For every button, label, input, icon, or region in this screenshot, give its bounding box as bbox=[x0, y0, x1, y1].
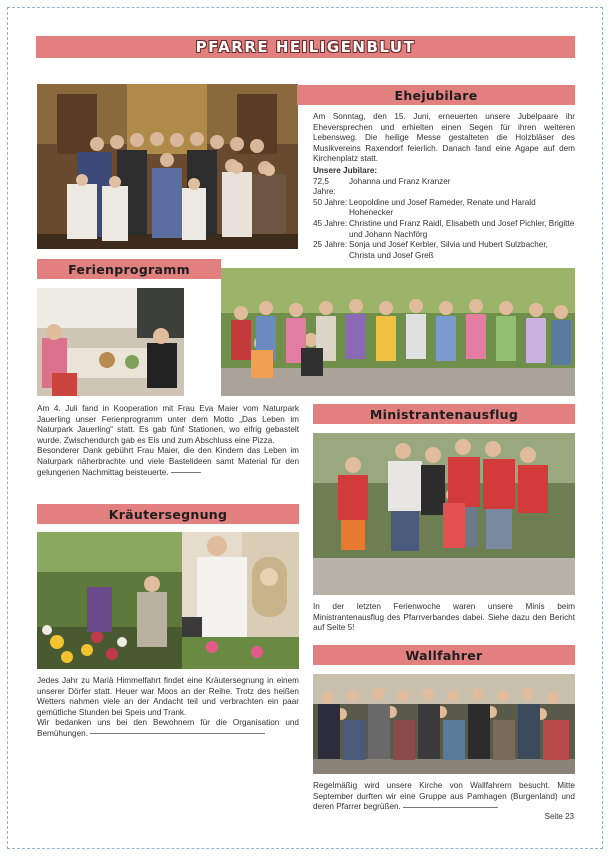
ministranten-text bbox=[313, 602, 575, 634]
jubilare-list-title: Unsere Jubilare: bbox=[313, 165, 378, 175]
ehejubilare-photo bbox=[37, 84, 298, 249]
ehejubilare-header bbox=[297, 85, 575, 105]
ferienprogramm-header bbox=[37, 259, 221, 279]
jubilare-years: 25 Jahre: bbox=[313, 240, 348, 250]
end-rule bbox=[171, 472, 201, 473]
wallfahrer-header bbox=[313, 645, 575, 665]
jubilare-names: Johanna und Franz Kranzer bbox=[349, 176, 451, 186]
end-rule bbox=[90, 733, 265, 734]
ehejubilare-intro: Am Sonntag, den 15. Juni, erneuerten unsere Jubelpaare ihr Eheversprechen und erhielten einen Segen für ihren weiteren Lebensweg. Die heilige Messe gestalteten die Holzbläser des Musikvereins Raxendorf feierlich. Danach fand eine Agape auf dem Kirchenplatz statt. bbox=[313, 112, 575, 164]
page-number: Seite 23 bbox=[544, 812, 574, 821]
kraeutersegnung-photo-herbs bbox=[37, 532, 182, 669]
jubilare-row bbox=[313, 198, 575, 219]
ferienprogramm-paragraph-1: Am 4. Juli fand in Kooperation mit Frau Eva Maier vom Naturpark Jauerling unser Ferienprogramm unter dem Motto „Das Leben im Naturpark Jauerling“ statt. Es gab fünf Stationen, wo eifrig gebastelt wurde. Zwischendurch gab es Eis und zum Abschluss eine Pizza. bbox=[37, 404, 299, 445]
ferienprogramm-photo-crafts bbox=[37, 288, 184, 396]
jubilare-row bbox=[313, 240, 575, 261]
ferienprogramm-paragraph-2-text: Besonderer Dank gebührt Frau Maier, die den Kindern das Leben im Naturpark näherbrachte und viele Bastelideen samt Material für den gelungenen Nachmittag beisteuerte. bbox=[37, 446, 299, 477]
ehejubilare-title: Ehejubilare bbox=[394, 87, 478, 103]
wallfahrer-paragraph bbox=[313, 781, 575, 813]
ferienprogramm-photo-group bbox=[221, 268, 575, 396]
jubilare-years: 45 Jahre: bbox=[313, 218, 348, 228]
wallfahrer-title: Wallfahrer bbox=[405, 647, 483, 663]
ferienprogramm-paragraph-2 bbox=[37, 446, 299, 478]
kraeutersegnung-photo-priest bbox=[182, 532, 299, 669]
kraeutersegnung-paragraph-2-text: Wir bedanken uns bei den Bewohnern für die Organisation und Bemühungen. bbox=[37, 718, 299, 738]
jubilare-years: 50 Jahre: bbox=[313, 197, 348, 207]
banner-title: PFARRE HEILIGENBLUT bbox=[195, 38, 416, 56]
jubilare-names: Christine und Franz Raidl, Elisabeth und Josef Pichler, Brigitte und Johann Nachförg bbox=[349, 218, 575, 239]
kraeutersegnung-paragraph-1: Jedes Jahr zu Mariä Himmelfahrt findet eine Kräutersegnung in einem unserer Dörfer statt. Heuer war Moos an der Reihe. Trotz des heißen Wetters nahmen viele an der Andacht teil und verbrachten ein paar gemütliche Stunden bei Speis und Trank. bbox=[37, 676, 299, 717]
ferienprogramm-title: Ferienprogramm bbox=[68, 261, 190, 277]
end-rule bbox=[403, 807, 498, 808]
kraeutersegnung-text bbox=[37, 676, 299, 740]
kraeutersegnung-paragraph-2 bbox=[37, 718, 299, 739]
kraeutersegnung-header bbox=[37, 504, 299, 524]
jubilare-names: Sonja und Josef Kerbler, Silvia und Hubert Sulzbacher, Christa und Josef Greß bbox=[349, 240, 548, 260]
jubilare-years: 72,5 Jahre: bbox=[313, 176, 336, 197]
ferienprogramm-text bbox=[37, 404, 299, 478]
wallfahrer-photo bbox=[313, 674, 575, 774]
parish-banner bbox=[36, 36, 575, 58]
ministranten-title: Ministrantenausflug bbox=[369, 406, 519, 422]
jubilare-names: Leopoldine und Josef Rameder, Renate und Harald Hohenecker bbox=[349, 197, 536, 218]
jubilare-row bbox=[313, 177, 575, 198]
ministranten-header bbox=[313, 404, 575, 424]
kraeutersegnung-title: Kräutersegnung bbox=[108, 506, 228, 522]
ministranten-paragraph: In der letzten Ferienwoche waren unsere Minis beim Ministrantenausflug des Pfarrverbandes dabei. Siehe dazu den Bericht auf Seite 5! bbox=[313, 602, 575, 633]
wallfahrer-text bbox=[313, 781, 575, 813]
jubilare-row bbox=[313, 219, 575, 240]
wallfahrer-paragraph-text: Regelmäßig wird unsere Kirche von Wallfahrern besucht. Mitte September durften wir eine Gruppe aus Pamhagen (Burgenland) und deren Pfarrer begrüßen. bbox=[313, 781, 575, 812]
ministranten-photo bbox=[313, 433, 575, 595]
ehejubilare-text bbox=[313, 112, 575, 261]
